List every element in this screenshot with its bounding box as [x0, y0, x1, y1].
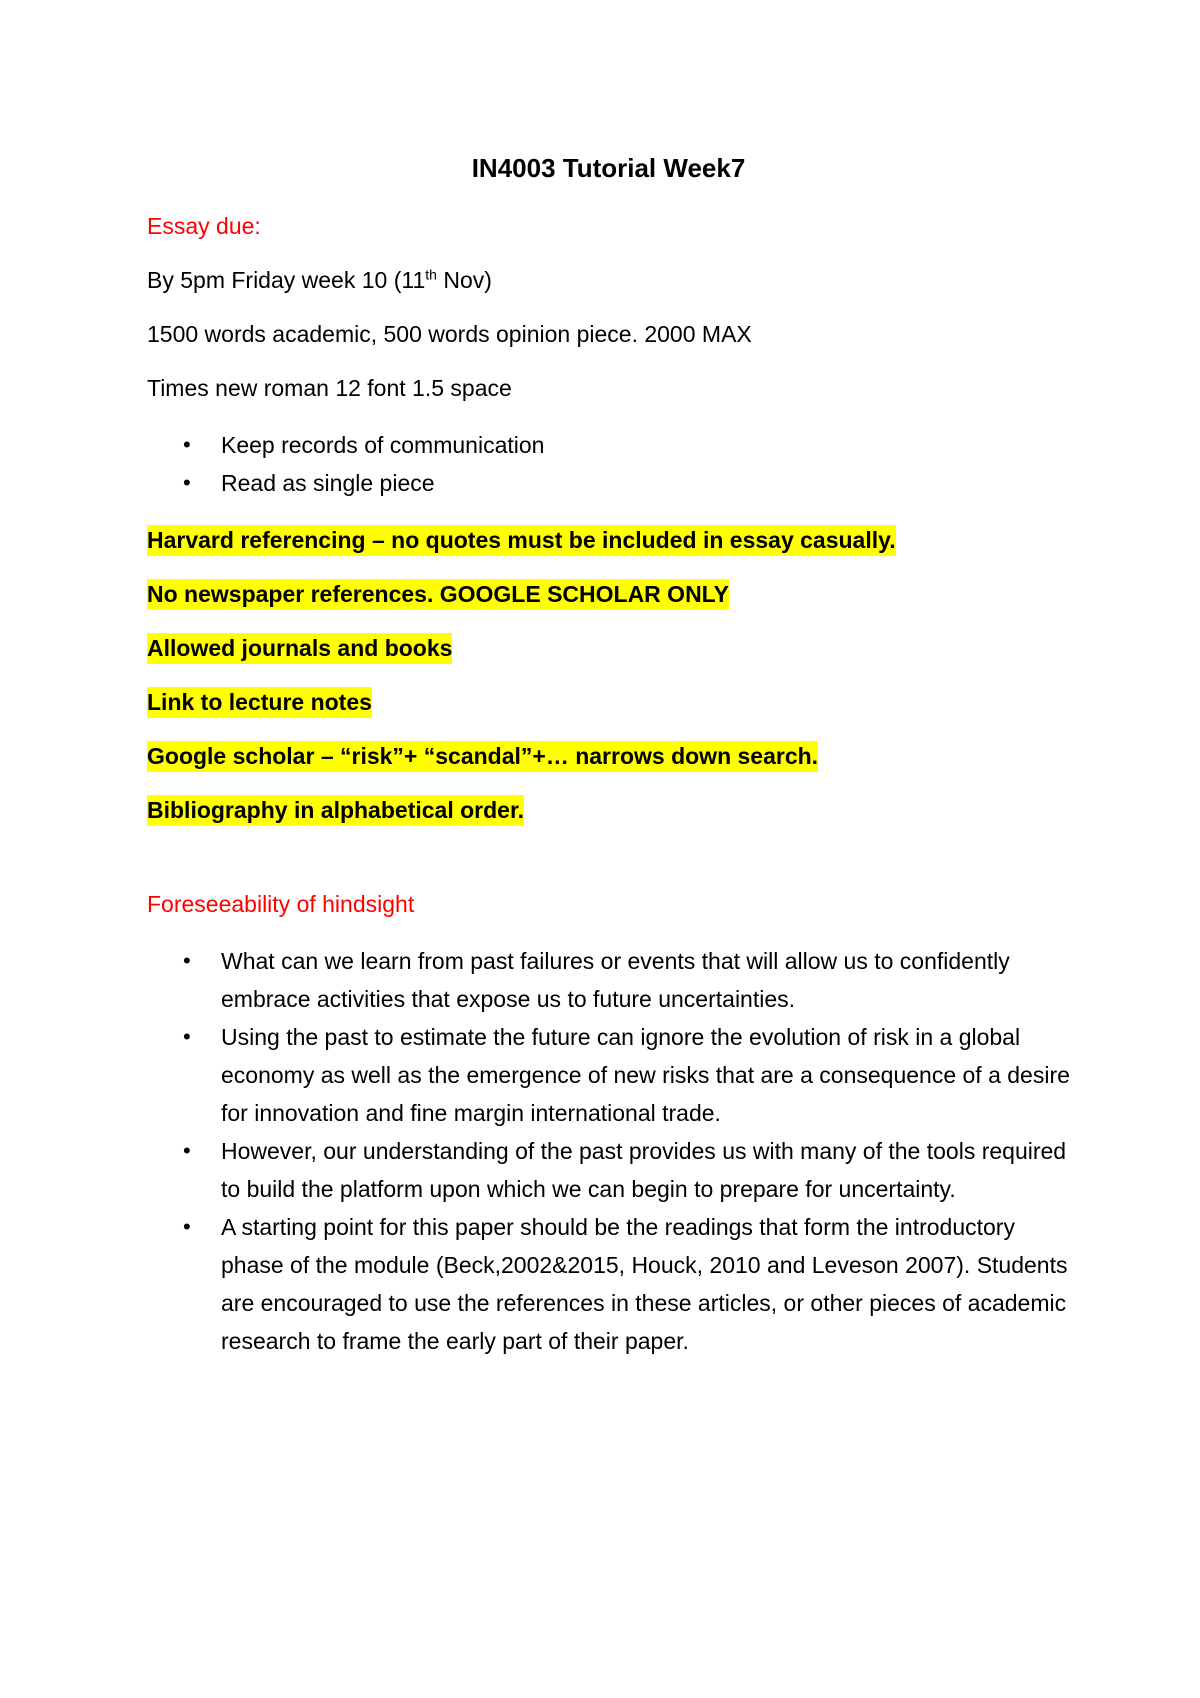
bullet-icon: •: [183, 948, 191, 973]
due-date-ordinal: th: [425, 266, 437, 283]
list-item: • A starting point for this paper should be the readings that form the introductory phase of the module (Beck,2002&2015, Houck, 2010 and Leveson 2007). Students are encouraged to use the references in these articles, or other pieces of academic research to frame the early part of their paper.: [147, 1208, 1070, 1360]
list-item: • Keep records of communication: [147, 426, 1070, 464]
highlighted-text: No newspaper references. GOOGLE SCHOLAR ONLY: [147, 579, 729, 610]
highlighted-text: Harvard referencing – no quotes must be included in essay casually.: [147, 525, 896, 556]
document-title: IN4003 Tutorial Week7: [471, 153, 746, 183]
highlight-line: [147, 794, 1070, 826]
highlight-line: [147, 578, 1070, 610]
highlight-line: [147, 740, 1070, 772]
highlighted-text: Link to lecture notes: [147, 687, 372, 718]
highlight-line: [147, 632, 1070, 664]
bullet-icon: •: [183, 1024, 191, 1049]
essay-due-heading: Essay due:: [147, 213, 261, 239]
highlight-line: [147, 686, 1070, 718]
highlighted-text: Google scholar – “risk”+ “scandal”+… narrows down search.: [147, 741, 818, 772]
due-date-line: [147, 264, 1070, 296]
bullet-icon: •: [183, 432, 191, 457]
highlight-line: [147, 524, 1070, 556]
list-item: • However, our understanding of the past provides us with many of the tools required to build the platform upon which we can begin to prepare for uncertainty.: [147, 1132, 1070, 1208]
list-item: • What can we learn from past failures or events that will allow us to confidently embrace activities that expose us to future uncertainties.: [147, 942, 1070, 1018]
due-date-month: Nov): [436, 267, 492, 293]
bullet-icon: •: [183, 1138, 191, 1163]
hindsight-list: [147, 942, 1070, 1360]
due-date-text: By 5pm Friday week 10 (11: [147, 267, 426, 293]
section-heading: Foreseeability of hindsight: [147, 891, 415, 917]
format-line: Times new roman 12 font 1.5 space: [147, 375, 512, 401]
list-item: • Using the past to estimate the future can ignore the evolution of risk in a global economy as well as the emergence of new risks that are a consequence of a desire for innovation and fine margin international trade.: [147, 1018, 1070, 1132]
word-count-line: 1500 words academic, 500 words opinion piece. 2000 MAX: [147, 321, 752, 347]
bullet-icon: •: [183, 1214, 191, 1239]
requirements-list: [147, 426, 1070, 502]
list-item: • Read as single piece: [147, 464, 1070, 502]
spacer: [147, 848, 1070, 888]
bullet-icon: •: [183, 470, 191, 495]
highlighted-text: Allowed journals and books: [147, 633, 452, 664]
highlighted-text: Bibliography in alphabetical order.: [147, 795, 524, 826]
